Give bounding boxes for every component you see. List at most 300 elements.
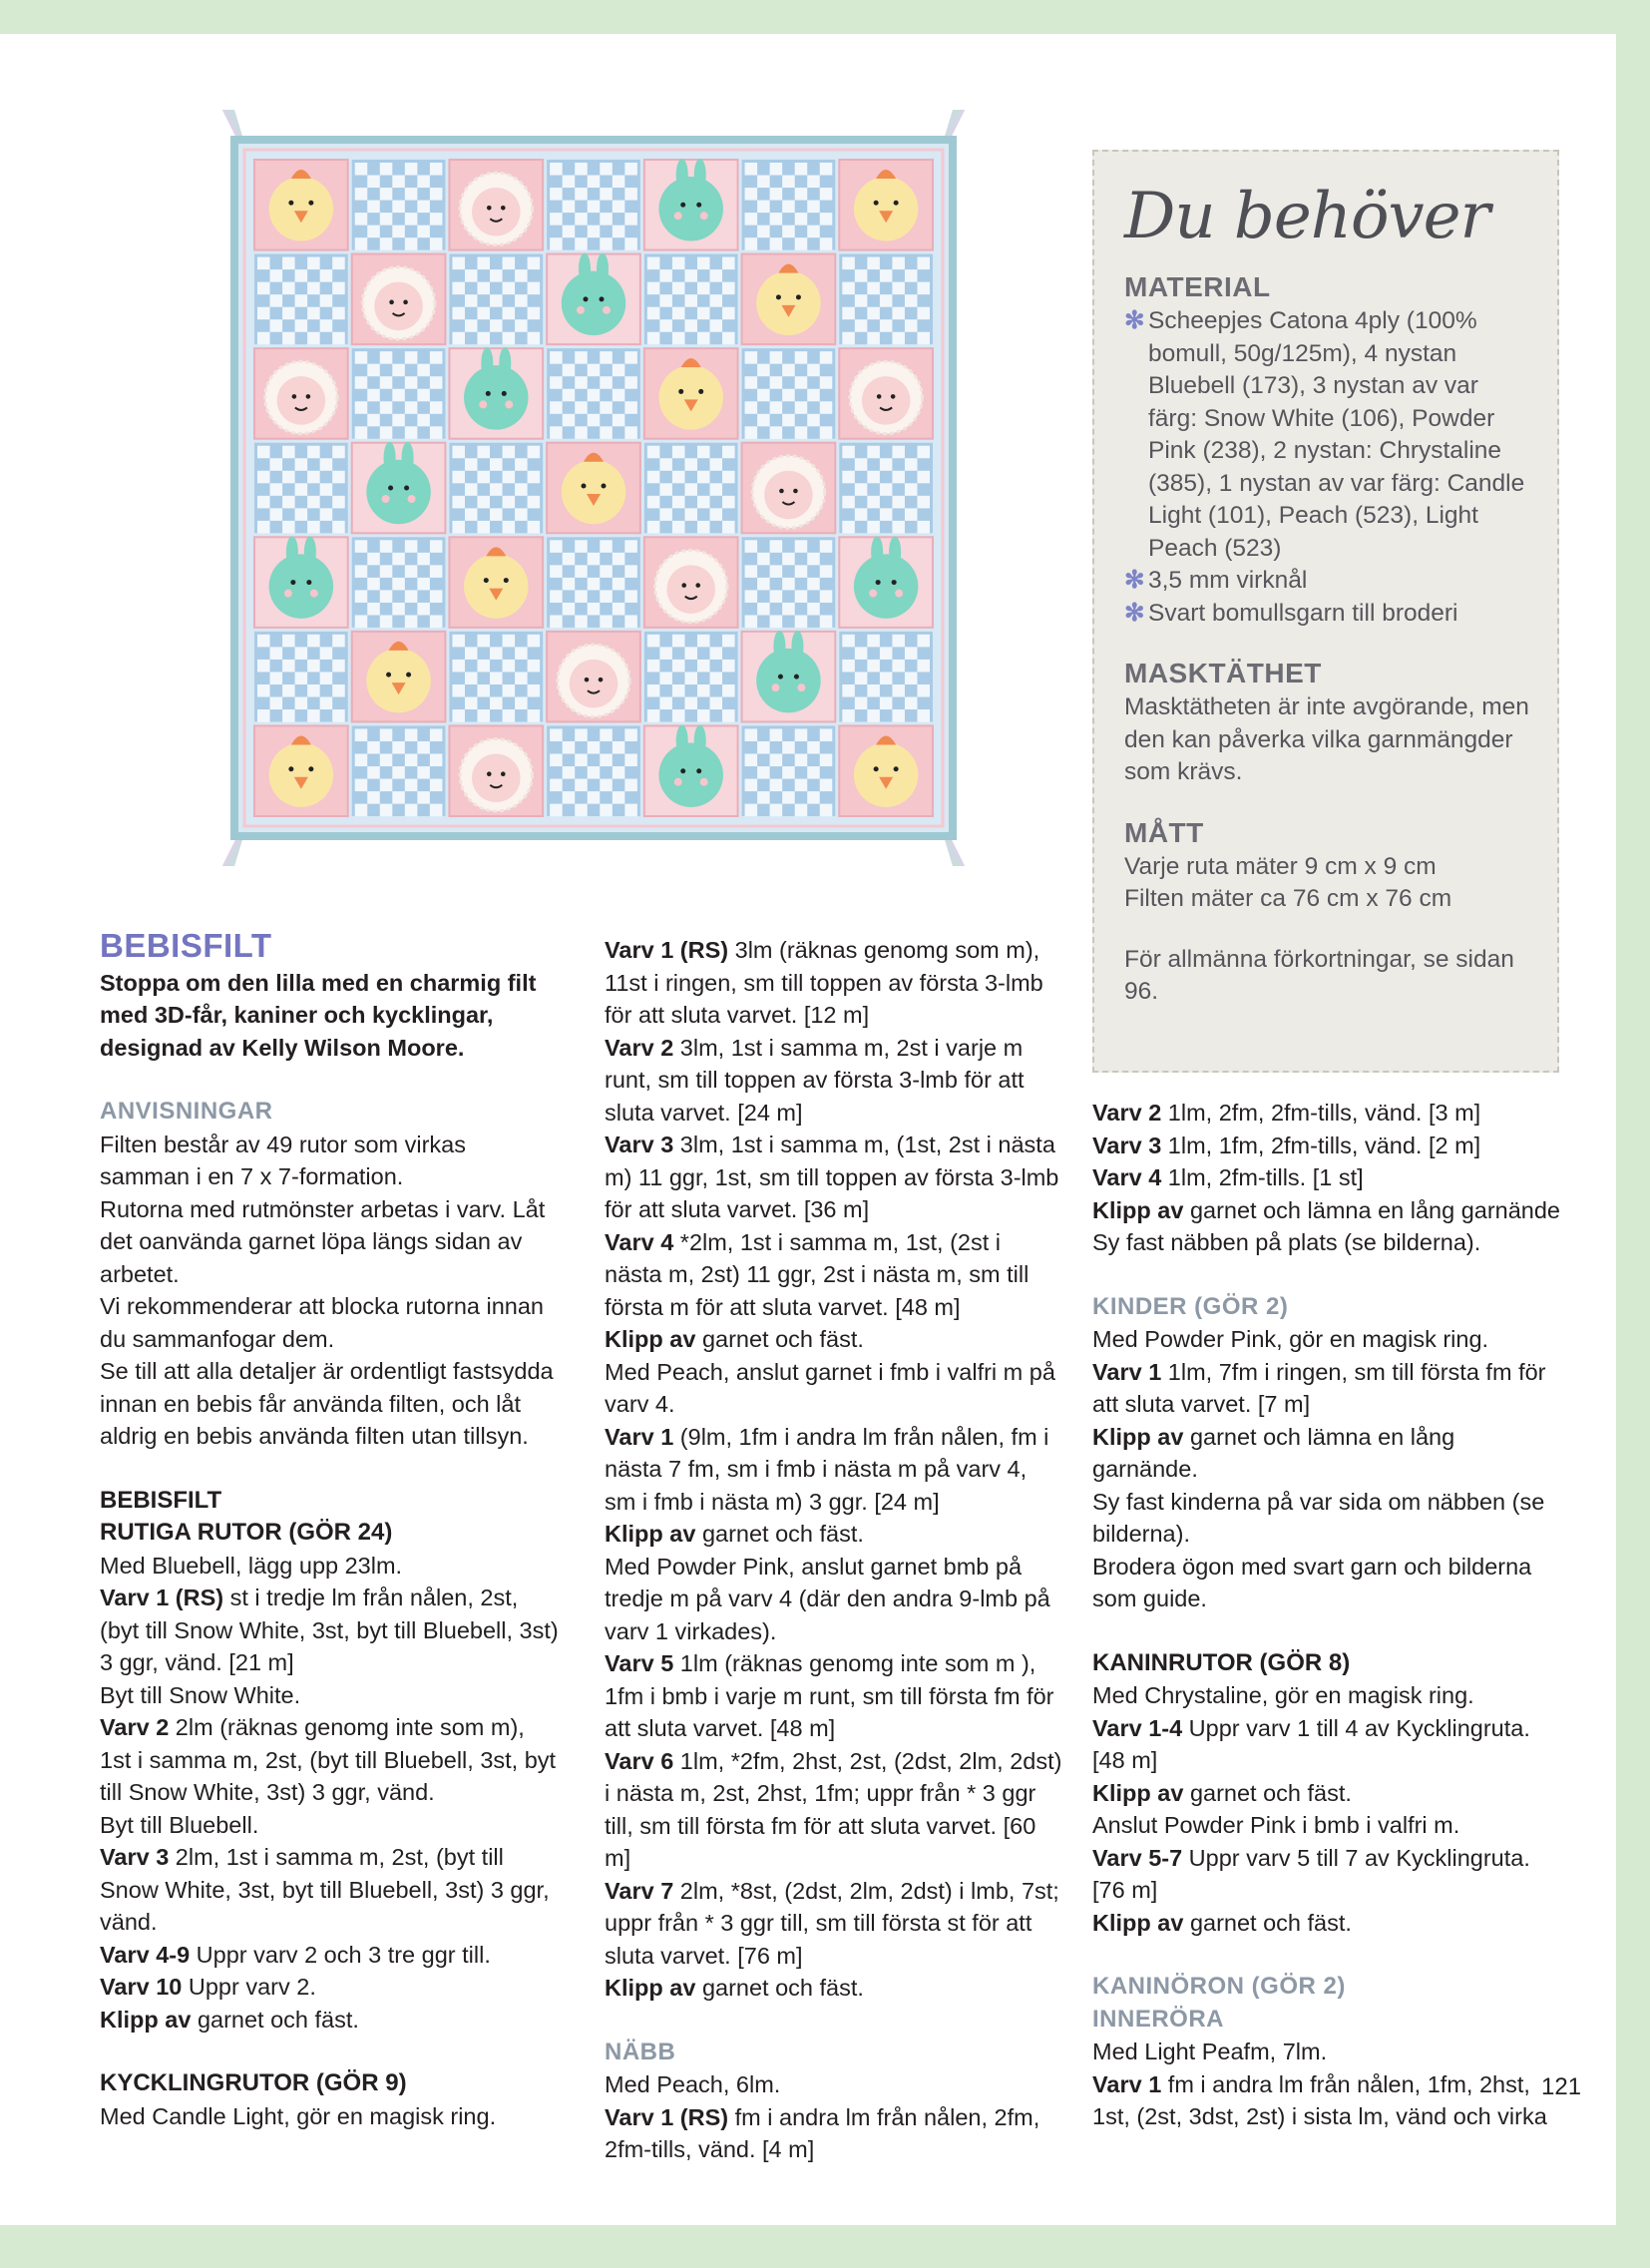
check-cell — [624, 728, 637, 741]
check-cell — [332, 684, 345, 697]
check-cell — [320, 647, 333, 660]
check-cell — [575, 753, 588, 766]
check-cell — [892, 709, 905, 722]
check-cell — [550, 426, 563, 439]
check-cell — [332, 307, 345, 320]
check-cell — [588, 226, 601, 238]
check-cell — [613, 201, 625, 214]
check-cell — [563, 201, 576, 214]
check-cell — [892, 660, 905, 673]
check-cell — [697, 307, 710, 320]
check-cell — [550, 804, 563, 817]
check-cell — [892, 496, 905, 509]
check-cell — [452, 660, 465, 673]
check-cell — [880, 508, 893, 521]
instruction-line: Varv 1-4 Uppr varv 1 till 4 av Kycklingruta. [48 m] — [1092, 1714, 1530, 1773]
check-cell — [905, 294, 918, 307]
check-cell — [367, 389, 380, 402]
check-cell — [647, 684, 660, 697]
check-cell — [332, 709, 345, 722]
check-cell — [477, 446, 490, 459]
check-cell — [659, 672, 672, 684]
check-cell — [355, 163, 368, 176]
check-cell — [270, 458, 283, 471]
check-cell — [563, 553, 576, 566]
check-cell — [745, 237, 758, 250]
instruction-rows — [1092, 2036, 1561, 2133]
check-cell — [757, 389, 770, 402]
sheep-face — [374, 282, 422, 330]
check-cell — [270, 269, 283, 282]
bunny-face — [756, 649, 820, 712]
bunny-cheek — [700, 212, 708, 220]
check-cell — [892, 471, 905, 484]
check-cell — [672, 257, 685, 270]
chick-face — [658, 365, 722, 429]
check-cell — [417, 414, 430, 427]
check-cell — [770, 728, 783, 741]
check-cell — [367, 176, 380, 189]
instruction-line: Varv 1 (RS) st i tredje lm från nålen, 2st, (byt till Snow White, 3st, byt till Bluebell, 3st) 3 ggr, vänd. [21 m] — [100, 1585, 559, 1675]
check-cell — [257, 257, 270, 270]
check-cell — [917, 496, 930, 509]
instruction-rows — [605, 934, 1063, 2005]
check-cell — [550, 213, 563, 226]
check-cell — [647, 332, 660, 345]
check-cell — [355, 188, 368, 201]
check-cell — [722, 684, 735, 697]
check-cell — [588, 603, 601, 616]
check-cell — [820, 779, 833, 792]
check-cell — [307, 709, 320, 722]
check-cell — [757, 791, 770, 804]
check-cell — [295, 483, 308, 496]
check-cell — [367, 578, 380, 591]
check-cell — [430, 351, 443, 364]
eye — [796, 294, 801, 299]
check-cell — [855, 458, 868, 471]
check-cell — [770, 590, 783, 603]
check-cell — [613, 741, 625, 754]
size-heading: MÅTT — [1124, 816, 1204, 848]
check-cell — [745, 351, 758, 364]
check-cell — [745, 376, 758, 389]
eye — [582, 484, 587, 489]
check-cell — [697, 684, 710, 697]
eye — [599, 678, 604, 682]
check-cell — [659, 508, 672, 521]
check-cell — [588, 578, 601, 591]
instruction-line: Klipp av garnet och fäst. — [605, 1975, 864, 2001]
eye — [778, 675, 783, 680]
check-cell — [820, 237, 833, 250]
check-cell — [320, 269, 333, 282]
check-cell — [917, 521, 930, 534]
check-cell — [820, 401, 833, 414]
check-cell — [807, 389, 820, 402]
check-cell — [503, 521, 516, 534]
check-cell — [528, 471, 541, 484]
bunny-cheek — [505, 400, 513, 408]
column-1 — [100, 927, 559, 2132]
check-cell — [672, 332, 685, 345]
eye — [680, 768, 685, 773]
eye — [698, 389, 703, 394]
check-cell — [307, 684, 320, 697]
check-cell — [257, 660, 270, 673]
instruction-line: Med Chrystaline, gör en magisk ring. — [1092, 1682, 1474, 1708]
eye — [877, 394, 882, 399]
bunny-face — [854, 554, 918, 618]
check-cell — [528, 709, 541, 722]
check-cell — [295, 269, 308, 282]
check-cell — [503, 660, 516, 673]
check-cell — [563, 176, 576, 189]
check-cell — [380, 351, 393, 364]
check-cell — [600, 728, 613, 741]
check-cell — [647, 709, 660, 722]
check-cell — [282, 282, 295, 295]
check-cell — [697, 660, 710, 673]
eye — [504, 578, 509, 583]
check-cell — [257, 521, 270, 534]
check-cell — [380, 401, 393, 414]
check-cell — [563, 364, 576, 377]
check-cell — [417, 766, 430, 779]
check-cell — [624, 376, 637, 389]
section-heading: NÄBB — [605, 2038, 676, 2065]
check-cell — [613, 389, 625, 402]
check-cell — [588, 176, 601, 189]
check-cell — [380, 188, 393, 201]
instruction-line: Sy fast näbben på plats (se bilderna). — [1092, 1229, 1481, 1255]
check-cell — [842, 257, 855, 270]
check-cell — [745, 804, 758, 817]
check-cell — [575, 804, 588, 817]
check-cell — [528, 684, 541, 697]
check-cell — [710, 647, 723, 660]
check-cell — [600, 188, 613, 201]
check-cell — [745, 540, 758, 553]
check-cell — [588, 791, 601, 804]
section-heading: INNERÖRA — [1092, 2005, 1225, 2033]
check-cell — [757, 766, 770, 779]
check-cell — [452, 521, 465, 534]
check-cell — [672, 282, 685, 295]
check-cell — [684, 458, 697, 471]
check-cell — [855, 672, 868, 684]
check-cell — [515, 294, 528, 307]
section-heading: RUTIGA RUTOR (GÖR 24) — [100, 1519, 393, 1546]
check-cell — [820, 376, 833, 389]
check-cell — [588, 741, 601, 754]
check-cell — [820, 540, 833, 553]
check-cell — [367, 603, 380, 616]
check-cell — [430, 163, 443, 176]
check-cell — [528, 496, 541, 509]
check-cell — [745, 728, 758, 741]
check-cell — [855, 508, 868, 521]
check-cell — [905, 319, 918, 332]
check-cell — [613, 766, 625, 779]
check-cell — [563, 414, 576, 427]
instruction-line: Byt till Snow White. — [100, 1681, 301, 1708]
check-cell — [355, 804, 368, 817]
check-cell — [270, 647, 283, 660]
check-cell — [745, 213, 758, 226]
check-cell — [477, 257, 490, 270]
check-cell — [855, 483, 868, 496]
check-cell — [659, 269, 672, 282]
eye — [794, 675, 799, 680]
check-cell — [430, 426, 443, 439]
check-cell — [770, 753, 783, 766]
check-cell — [417, 176, 430, 189]
check-cell — [465, 697, 478, 710]
eye — [584, 296, 589, 301]
check-cell — [807, 553, 820, 566]
check-cell — [600, 426, 613, 439]
check-cell — [722, 709, 735, 722]
check-cell — [515, 672, 528, 684]
check-cell — [295, 294, 308, 307]
check-cell — [795, 728, 808, 741]
check-cell — [575, 401, 588, 414]
check-cell — [503, 496, 516, 509]
check-cell — [430, 376, 443, 389]
check-cell — [307, 332, 320, 345]
eye — [501, 206, 506, 211]
bunny-cheek — [479, 400, 487, 408]
instruction-line: Varv 2 2lm (räknas genomg inte som m), 1st i samma m, 2st, (byt till Bluebell, 3st, byt till Snow White, 3st) 3 ggr, vänd. — [100, 1714, 557, 1805]
check-cell — [295, 697, 308, 710]
check-cell — [380, 163, 393, 176]
eye — [502, 391, 507, 396]
check-cell — [745, 163, 758, 176]
check-cell — [624, 401, 637, 414]
check-cell — [600, 804, 613, 817]
eye — [681, 583, 686, 588]
check-cell — [905, 483, 918, 496]
check-cell — [575, 351, 588, 364]
check-cell — [392, 389, 405, 402]
check-cell — [710, 319, 723, 332]
sheep-face — [862, 376, 910, 424]
check-cell — [430, 804, 443, 817]
instruction-line: Klipp av garnet och fäst. — [605, 1521, 864, 1547]
eye — [600, 296, 605, 301]
column-2 — [605, 934, 1063, 2166]
check-cell — [647, 257, 660, 270]
check-cell — [684, 483, 697, 496]
check-cell — [613, 791, 625, 804]
eye — [776, 294, 781, 299]
check-cell — [270, 672, 283, 684]
check-cell — [392, 226, 405, 238]
check-cell — [624, 565, 637, 578]
check-cell — [770, 779, 783, 792]
check-cell — [782, 553, 795, 566]
check-cell — [855, 697, 868, 710]
check-cell — [867, 684, 880, 697]
check-cell — [320, 697, 333, 710]
check-cell — [684, 697, 697, 710]
check-cell — [672, 471, 685, 484]
check-cell — [417, 741, 430, 754]
check-cell — [465, 483, 478, 496]
check-cell — [490, 483, 503, 496]
check-cell — [659, 697, 672, 710]
check-cell — [380, 728, 393, 741]
check-cell — [503, 257, 516, 270]
check-cell — [282, 709, 295, 722]
instruction-line: Varv 3 1lm, 1fm, 2fm-tills, vänd. [2 m] — [1092, 1132, 1481, 1158]
check-cell — [855, 269, 868, 282]
check-cell — [355, 426, 368, 439]
check-cell — [842, 635, 855, 648]
check-cell — [430, 565, 443, 578]
eye — [487, 771, 492, 776]
check-cell — [550, 779, 563, 792]
check-cell — [270, 483, 283, 496]
check-cell — [722, 307, 735, 320]
check-cell — [855, 319, 868, 332]
instruction-line: Sy fast kinderna på var sida om näbben (se bilderna). — [1092, 1488, 1545, 1547]
check-cell — [563, 791, 576, 804]
chick-face — [854, 177, 918, 240]
check-cell — [257, 282, 270, 295]
material-item: ✻ Scheepjes Catona 4ply (100% bomull, 50g/125m), 4 nystan Bluebell (173), 3 nystan av var färg: Snow White (106), Powder Pink (238), 2 nystan: Chrystaline (385), 1 nystan av var färg: Candle Light (101), Peach (523), Light Peach (523) — [1124, 307, 1525, 562]
bunny-cheek — [310, 590, 318, 598]
check-cell — [905, 672, 918, 684]
check-cell — [417, 364, 430, 377]
check-cell — [528, 307, 541, 320]
check-cell — [807, 791, 820, 804]
check-cell — [477, 332, 490, 345]
check-cell — [367, 553, 380, 566]
check-cell — [770, 188, 783, 201]
eye — [874, 201, 879, 206]
bunny-cheek — [577, 306, 585, 314]
check-cell — [917, 684, 930, 697]
check-cell — [405, 213, 418, 226]
chick-face — [269, 742, 333, 806]
check-cell — [892, 282, 905, 295]
check-cell — [320, 508, 333, 521]
check-cell — [795, 753, 808, 766]
check-cell — [588, 201, 601, 214]
check-cell — [697, 471, 710, 484]
check-cell — [270, 508, 283, 521]
material-list — [1124, 305, 1529, 630]
check-cell — [465, 319, 478, 332]
check-cell — [320, 483, 333, 496]
check-cell — [684, 269, 697, 282]
check-cell — [842, 660, 855, 673]
check-cell — [917, 660, 930, 673]
check-cell — [332, 282, 345, 295]
check-cell — [647, 471, 660, 484]
eye — [487, 206, 492, 211]
check-cell — [282, 684, 295, 697]
abbrev-note: För allmänna förkortningar, se sidan 96. — [1124, 945, 1514, 1005]
check-cell — [757, 226, 770, 238]
check-cell — [355, 540, 368, 553]
check-cell — [684, 294, 697, 307]
eye — [695, 583, 700, 588]
check-cell — [697, 635, 710, 648]
check-cell — [430, 779, 443, 792]
check-cell — [795, 615, 808, 628]
check-cell — [600, 237, 613, 250]
check-cell — [820, 804, 833, 817]
eye — [484, 578, 489, 583]
check-cell — [892, 684, 905, 697]
check-cell — [575, 426, 588, 439]
check-cell — [722, 332, 735, 345]
instruction-line: Anslut Powder Pink i bmb i valfri m. — [1092, 1812, 1460, 1838]
check-cell — [697, 446, 710, 459]
check-cell — [770, 615, 783, 628]
check-cell — [697, 521, 710, 534]
check-cell — [550, 401, 563, 414]
bunny-cheek — [797, 683, 805, 691]
check-cell — [842, 709, 855, 722]
check-cell — [295, 508, 308, 521]
instruction-line: Varv 1 (RS) 3lm (räknas genomg som m), 11st i ringen, sm till toppen av första 3-lmb för att sluta varvet. [12 m] — [605, 937, 1043, 1028]
check-cell — [745, 426, 758, 439]
material-item: ✻ Svart bomullsgarn till broderi — [1124, 598, 1529, 631]
check-cell — [880, 294, 893, 307]
check-cell — [624, 237, 637, 250]
eye — [403, 300, 408, 305]
check-cell — [320, 458, 333, 471]
check-cell — [624, 213, 637, 226]
check-cell — [257, 684, 270, 697]
check-cell — [257, 307, 270, 320]
check-cell — [892, 521, 905, 534]
materials-box — [1092, 150, 1559, 1073]
check-cell — [905, 458, 918, 471]
check-cell — [624, 753, 637, 766]
check-cell — [867, 471, 880, 484]
check-cell — [867, 257, 880, 270]
page-number: 121 — [1541, 2073, 1582, 2100]
check-cell — [477, 660, 490, 673]
check-cell — [782, 364, 795, 377]
check-cell — [782, 176, 795, 189]
instruction-line: Med Light Peafm, 7lm. — [1092, 2039, 1328, 2064]
chick-face — [756, 271, 820, 335]
eye — [389, 300, 394, 305]
check-cell — [710, 458, 723, 471]
check-cell — [770, 401, 783, 414]
check-cell — [795, 804, 808, 817]
check-cell — [367, 226, 380, 238]
check-cell — [563, 766, 576, 779]
check-cell — [477, 282, 490, 295]
check-cell — [392, 414, 405, 427]
check-cell — [880, 647, 893, 660]
check-cell — [528, 257, 541, 270]
check-cell — [307, 496, 320, 509]
check-cell — [684, 672, 697, 684]
check-cell — [867, 709, 880, 722]
check-cell — [257, 635, 270, 648]
check-cell — [917, 282, 930, 295]
check-cell — [722, 521, 735, 534]
check-cell — [405, 590, 418, 603]
